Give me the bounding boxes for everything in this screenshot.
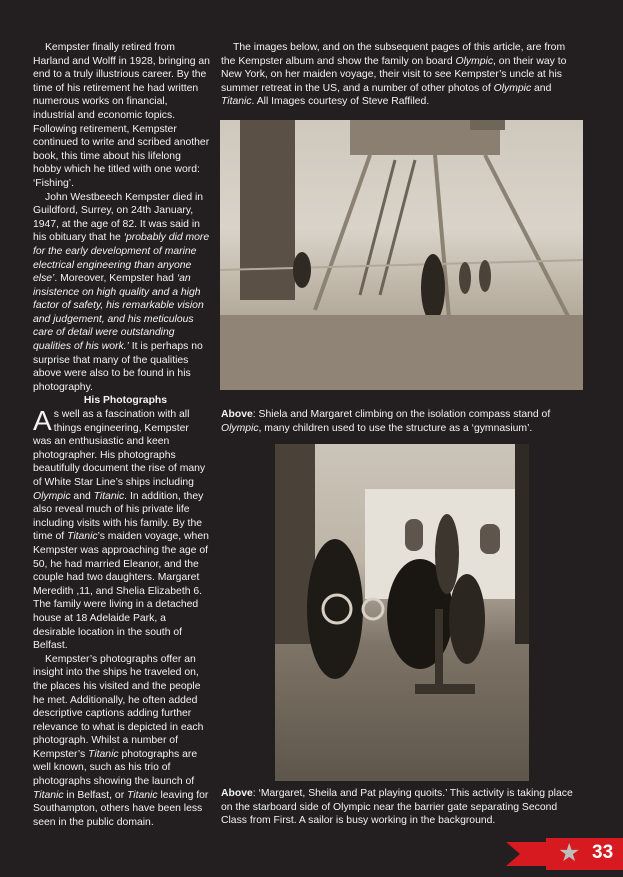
sailor-figure [435,514,459,594]
text-span: . Moreover, Kempster had [54,273,177,285]
quoits-base [415,684,475,694]
ship-name: Titanic [88,748,119,760]
ship-name: Titanic [67,531,98,543]
intro-paragraph [221,41,577,109]
italic-quote: ‘probably did more for the early development of marine electrical engineering than anyone else’ [33,232,210,285]
photo-compass-stand-illustration [220,120,583,390]
text-span: photographs are well known, such as his trio of photographs showing the launch of [33,748,198,788]
text-span: leaving for Southampton, others have been less seen in the public domain. [33,789,209,828]
quoit-ring [363,599,383,619]
intro-text [221,41,577,109]
text-span: and [531,82,552,94]
text-span: : Shiela and Margaret climbing on the isolation compass stand of [252,409,551,420]
paragraph-insight [33,653,210,830]
text-span: It is perhaps no surprise that many of the qualities above were also to be found in his photography. [33,341,203,393]
section-heading: His Photographs [83,395,168,407]
girl-figure [307,539,363,679]
ship-name: Titanic [127,789,158,801]
ship-name: Olympic [493,82,532,94]
text-span: . In addition, they also reveal much of his private life including visits with his family. By the time of [33,490,204,543]
stand-leg [485,155,570,320]
page-number: 33 [592,842,614,863]
italic-quote: ‘an insistence on high quality and a high factor of safety, his remarkable vision and judgement, and his meticulous care of detail were outstanding qualities of his work.’ [33,273,204,353]
text-span: The images below, and on the subsequent pages of this article, are from the Kempster album and show the family on board [221,42,566,67]
funnel-shape [240,120,295,300]
star-icon: ★ [558,839,581,867]
adult-figure [479,260,491,292]
adult-figure [459,262,471,294]
page-number-badge [506,838,623,870]
text-span: ’s maiden voyage, when Kempster was approaching the age of 50, he had married Eleanor, and the couple had two daughters. Margaret Meredith ,11, and Shelia Elizabeth 6. The family were living in a detached house at 18 Adelaide Park, a desirable location in the south of Belfast. [33,531,209,652]
ladder-rail [360,160,395,295]
ship-name: Titanic [221,96,252,108]
ribbon-tail [506,842,546,866]
ship-name: Titanic [93,490,125,502]
child-figure [449,574,485,664]
text-span: Kempster’s photographs offer an insight into the ships he traveled on, the places his visited and the people he met. Additionally, he often added descriptive captions adding further relevance to what is depicted in each photograph. Whilst a number of Kempster’s [33,653,204,760]
text-span: John Westbeech Kempster died in Guildford, Surrey, on 24th January, 1947, at the age of 82. It was said in his obituary that he [33,191,204,244]
text-span: and [70,490,94,502]
text-span: , on their way to New York, on her maiden voyage, their visit to see Kempster’s uncle at his summer retreat in the US, and a number of other photos of [221,55,567,94]
text-span: : ‘Margaret, Sheila and Pat playing quoits.’ This activity is taking place on the starboard side of Olympic near the barrier gate separating Second Class from First. A sailor is busy working in the background. [221,788,573,827]
child-figure [421,254,445,322]
photo-quoits-illustration [275,444,529,781]
caption-label: Above [221,409,253,420]
text-span: , many children used to use the structure as a ‘gymnasium’. [258,422,533,434]
porthole-window [405,519,423,551]
ship-name: Olympic [221,422,259,434]
text-span: s well as a fascination with all things engineering, Kempster was an enthusiastic and keen photographer. His photographs beautifully document the rise of many of White Star Line’s ships including [33,409,206,488]
caption-quoits [221,787,581,828]
ship-name: Olympic [455,55,494,67]
text-span: . All Images courtesy of Steve Raffiled. [251,96,430,108]
caption-compass-stand [221,408,581,435]
photo-compass-stand [220,120,583,390]
photo-quoits [275,444,529,781]
left-column [33,41,210,829]
paragraph-death [33,191,210,395]
paragraph-retirement: Kempster finally retired from Harland and Wolff in 1928, bringing an end to a truly illustrious career. By the time of his retirement he had written numerous works on financial, industrial and economic topics. Following retirement, Kempster continued to write and scribed another book, this time about his lifelong hobby which he titled with one word: ‘Fishing’. [33,42,210,189]
drop-cap: A [33,405,52,437]
deck-floor [220,315,583,390]
text-span: in Belfast, or [63,789,128,801]
child-figure [293,252,311,288]
paragraph-photographs [33,405,210,653]
platform-top [470,120,505,130]
bulkhead [515,444,529,644]
quoits-peg [435,609,443,684]
ship-name: Olympic [33,490,71,502]
ship-name: Titanic [33,789,64,801]
ladder-rail [380,160,415,295]
porthole-window [480,524,500,554]
caption-label: Above [221,788,253,799]
